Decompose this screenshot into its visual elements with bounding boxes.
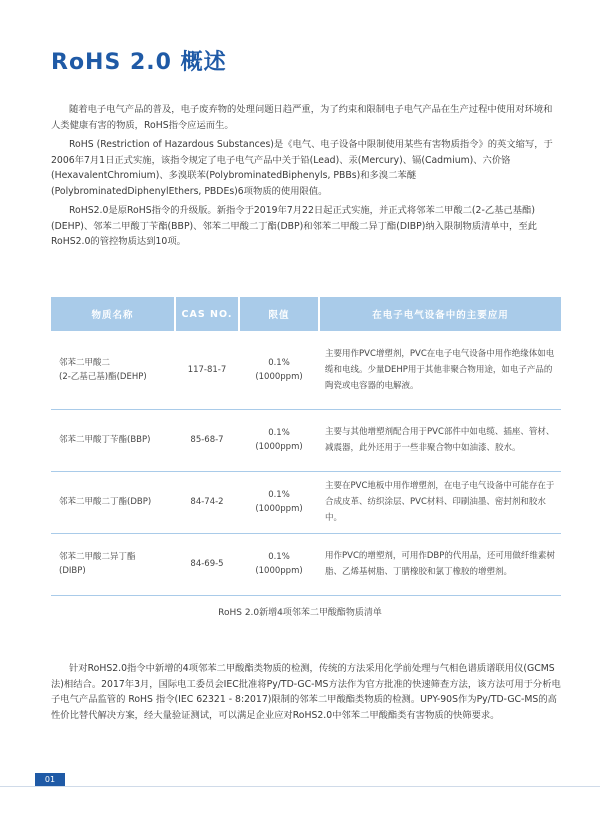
- substance-name: 邻苯二甲酸二异丁酯 (DIBP): [51, 533, 175, 595]
- table-row: [51, 533, 561, 595]
- limit-value: 0.1%(1000ppm): [239, 331, 319, 409]
- cas-number: 117-81-7: [175, 331, 239, 409]
- detection-paragraph: 针对RoHS2.0指令中新增的4项邻苯二甲酸酯类物质的检测，传统的方法采用化学前处理与气相色谱质谱联用仪(GCMS法)相结合。2017年3月，国际电工委员会IEC批准将Py/TD-GC-MS方法作为官方批准的快速筛查方法，该方法可用于分析电子电气产品监管的 RoHS 指令(IEC 62321 - 8:2017)限制的邻苯二甲酸酯类物质的检测。UPY-90S作为Py/TD-GC-MS的高性价比替代解决方案，经大量验证测试，可以满足企业应对RoHS2.0中邻苯二甲酸酯类有害物质的快筛要求。: [51, 663, 561, 721]
- intro-paragraph: RoHS (Restriction of Hazardous Substances)是《电气、电子设备中限制使用某些有害物质指令》的英文缩写，于2006年7月1日正式实施，该指令规定了电子电气产品中关于铅(Lead)、汞(Mercury)、镉(Cadmium)、六价铬(HexavalentChromium)、多溴联苯(PolybrominatedBiphenyls, PBBs)和多溴二苯醚(PolybrominatedDiphenylEthers, PBDEs)6项物质的使用限值。: [51, 139, 553, 197]
- limit-value: 0.1%(1000ppm): [239, 471, 319, 533]
- substance-name: 邻苯二甲酸丁苄酯(BBP): [51, 409, 175, 471]
- application-text: 用作PVC的增塑剂，可用作DBP的代用品，还可用做纤维素树脂、乙烯基树脂、丁腈橡胶和氯丁橡胶的增塑剂。: [319, 533, 561, 595]
- substance-name: 邻苯二甲酸二丁酯(DBP): [51, 471, 175, 533]
- page-title: RoHS 2.0 概述: [51, 50, 227, 75]
- header-application: 在电子电气设备中的主要应用: [319, 297, 561, 331]
- table-caption: RoHS 2.0新增4项邻苯二甲酸酯物质清单: [218, 608, 382, 618]
- application-text: 主要与其他增塑剂配合用于PVC部件中如电缆、插座、管材、减震器，此外还用于一些非聚合物中如油漆、胶水。: [319, 409, 561, 471]
- page-number: 01: [35, 773, 65, 786]
- table-header-row: [51, 297, 561, 331]
- intro-paragraph: 随着电子电气产品的普及，电子废弃物的处理问题日趋严重，为了约束和限制电子电气产品在生产过程中使用对环境和人类健康有害的物质，RoHS指令应运而生。: [51, 104, 553, 131]
- table-row: [51, 409, 561, 471]
- application-text: 主要用作PVC增塑剂，PVC在电子电气设备中用作绝缘体如电缆和电线。少量DEHP用于其他非聚合物用途，如电子产品的陶瓷或电容器的电解液。: [319, 331, 561, 409]
- header-substance: 物质名称: [51, 297, 175, 331]
- table-row: [51, 331, 561, 409]
- cas-number: 84-74-2: [175, 471, 239, 533]
- header-cas: CAS NO.: [175, 297, 239, 331]
- table-row: [51, 471, 561, 533]
- limit-value: 0.1%(1000ppm): [239, 409, 319, 471]
- intro-section: [51, 102, 561, 250]
- footer-divider: [0, 786, 600, 787]
- detection-section: [51, 661, 561, 723]
- substance-name: 邻苯二甲酸二 (2-乙基己基)酯(DEHP): [51, 331, 175, 409]
- header-limit: 限值: [239, 297, 319, 331]
- intro-paragraph: RoHS2.0是原RoHS指令的升级版。新指令于2019年7月22日起正式实施，并正式将邻苯二甲酸二(2-乙基己基酯)(DEHP)、邻苯二甲酸丁苄酯(BBP)、邻苯二甲酸二丁酯(DBP)和邻苯二甲酸二异丁酯(DIBP)纳入限制物质清单中，至此RoHS2.0的管控物质达到10项。: [51, 205, 537, 247]
- limit-value: 0.1%(1000ppm): [239, 533, 319, 595]
- cas-number: 84-69-5: [175, 533, 239, 595]
- cas-number: 85-68-7: [175, 409, 239, 471]
- application-text: 主要在PVC地板中用作增塑剂，在电子电气设备中可能存在于合成皮革、纺织涂层、PVC材料、印刷油墨、密封剂和胶水中。: [319, 471, 561, 533]
- substances-table: [51, 297, 561, 596]
